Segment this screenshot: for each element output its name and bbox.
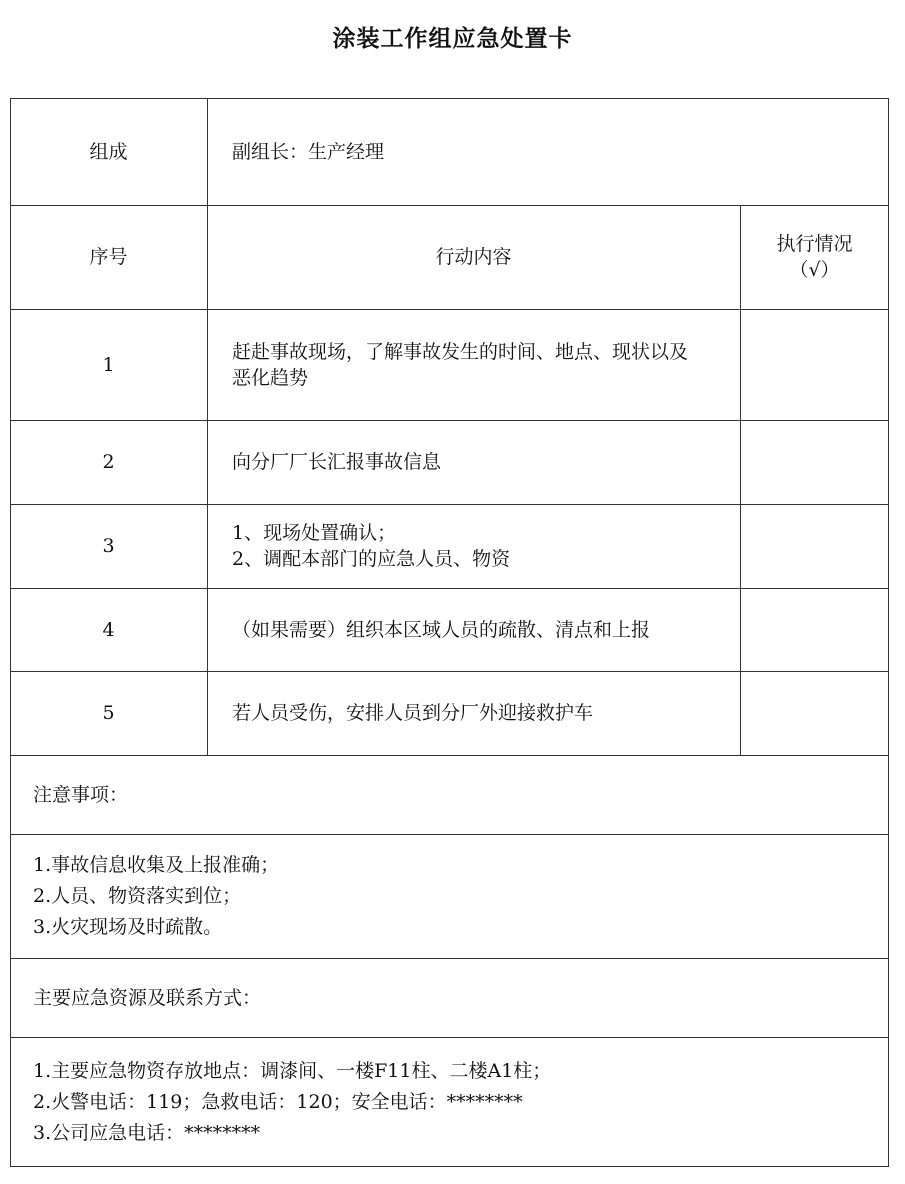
composition-value: 副组长：生产经理 — [232, 140, 385, 163]
row-status-cell[interactable] — [740, 504, 889, 588]
row-action: 赶赴事故现场，了解事故发生的时间、地点、现状以及 恶化趋势 — [232, 340, 689, 389]
page-title: 涂装工作组应急处置卡 — [332, 26, 573, 52]
column-divider — [207, 98, 208, 755]
row-action: 向分厂厂长汇报事故信息 — [232, 451, 442, 473]
row-number: 3 — [102, 535, 115, 557]
note-item: 1.事故信息收集及上报准确； — [33, 853, 280, 876]
row-status-cell[interactable] — [740, 671, 889, 755]
header-action: 行动内容 — [435, 246, 512, 268]
note-item: 2.人员、物资落实到位； — [33, 884, 242, 907]
row-status-cell[interactable] — [740, 588, 889, 671]
notes-heading: 注意事项： — [33, 783, 129, 806]
resource-item: 1.主要应急物资存放地点：调漆间、一楼F11柱、二楼A1柱； — [33, 1059, 552, 1082]
row-number: 1 — [102, 353, 115, 376]
row-action: 1、现场处置确认； 2、调配本部门的应急人员、物资 — [232, 522, 511, 570]
note-item: 3.火灾现场及时疏散。 — [33, 915, 223, 938]
row-number: 4 — [102, 618, 115, 641]
resource-item: 3.公司应急电话：******** — [33, 1121, 261, 1144]
row-status-cell[interactable] — [740, 420, 889, 504]
row-status-cell[interactable] — [740, 309, 889, 420]
row-number: 2 — [102, 451, 115, 473]
resources-list — [33, 1037, 883, 1167]
resources-heading: 主要应急资源及联系方式： — [33, 986, 262, 1009]
composition-label: 组成 — [89, 140, 128, 163]
row-action: 若人员受伤，安排人员到分厂外迎接救护车 — [232, 702, 594, 724]
header-no: 序号 — [89, 246, 128, 268]
header-status: 执行情况 （√） — [776, 233, 853, 281]
notes-list — [33, 834, 883, 958]
resource-item: 2.火警电话：119；急救电话：120；安全电话：******** — [33, 1090, 523, 1113]
row-action: （如果需要）组织本区域人员的疏散、清点和上报 — [232, 618, 651, 641]
row-number: 5 — [102, 702, 115, 724]
